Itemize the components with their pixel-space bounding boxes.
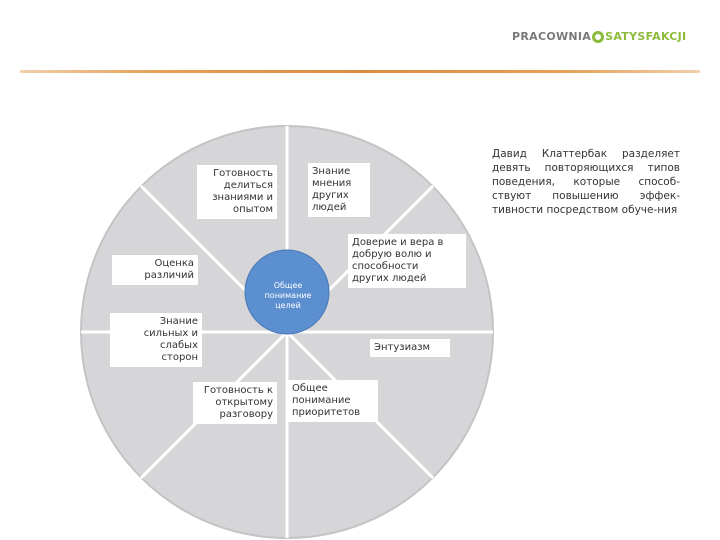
segment-label-others-opinions: Знание мнения других людей bbox=[308, 163, 370, 217]
logo-text-2: SATYSFAKCJI bbox=[605, 30, 687, 43]
segment-label-sharing: Готовность делиться знаниями и опытом bbox=[197, 165, 277, 219]
segment-label-priorities: Общее понимание приоритетов bbox=[288, 380, 378, 422]
logo-text-1: PRACOWNIA bbox=[512, 30, 592, 43]
segment-label-differences: Оценка различий bbox=[112, 255, 198, 285]
segment-label-enthusiasm: Энтузиазм bbox=[370, 339, 450, 357]
description-text: Давид Клаттербак разделяет девять повторяющихся типов поведения, которые способ-ствуют повышению эффек-тивности посредством обуче-ния bbox=[492, 148, 680, 216]
center-label: Общее понимание целей bbox=[264, 281, 312, 310]
segment-label-open-conversation: Готовность к открытому разговору bbox=[193, 382, 277, 424]
segment-label-trust: Доверие и вера в добрую волю и способности других людей bbox=[348, 234, 466, 288]
segment-label-strengths: Знание сильных и слабых сторон bbox=[110, 313, 202, 367]
